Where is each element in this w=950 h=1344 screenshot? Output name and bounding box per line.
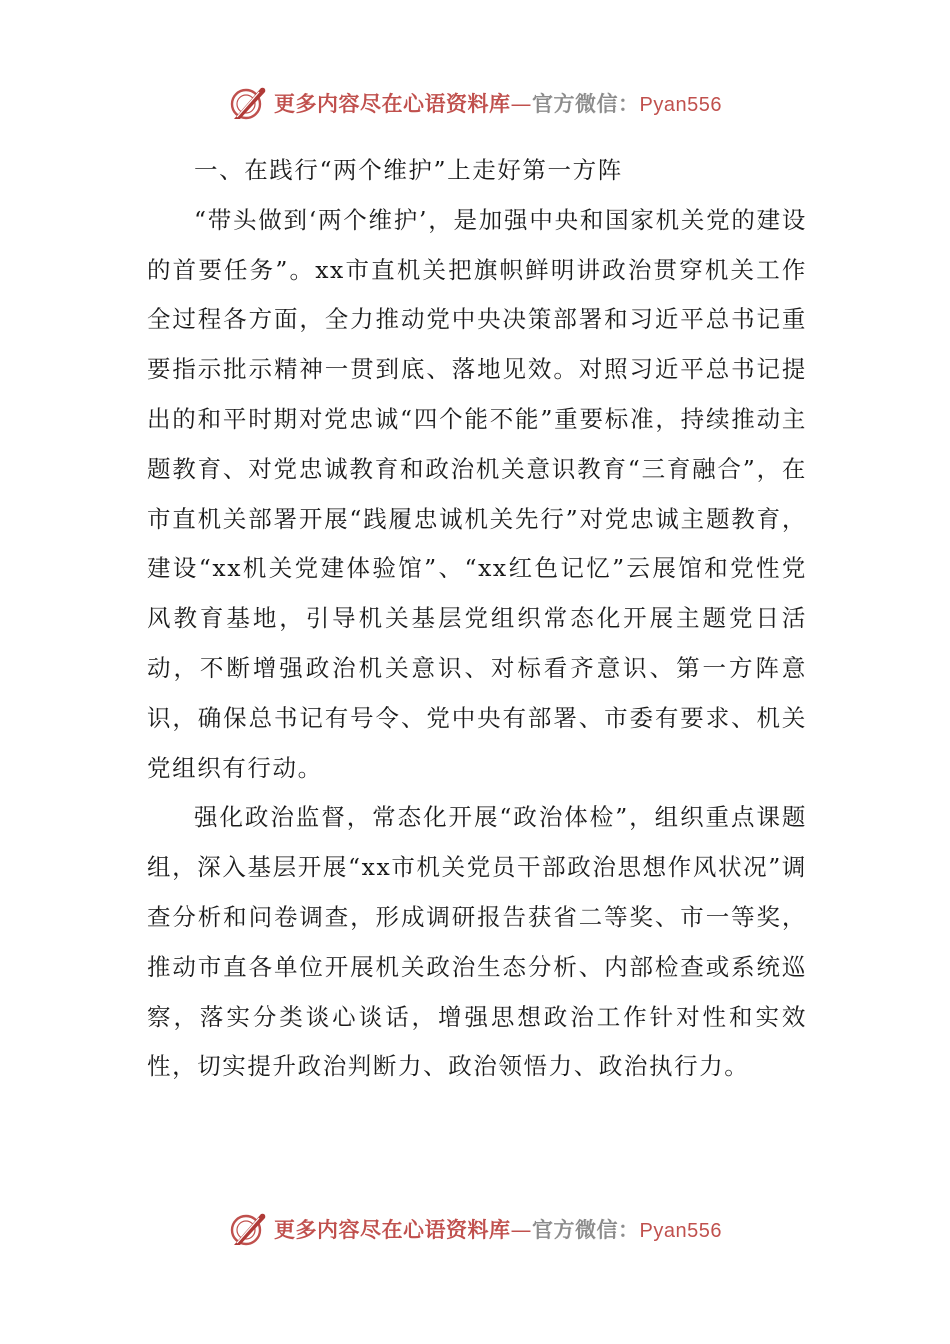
banner-dash: — — [510, 1218, 533, 1242]
banner-main-text: 更多内容尽在心语资料库 — [274, 1217, 511, 1242]
banner-wechat-id: Pyan556 — [639, 94, 722, 116]
quill-pen-logo-icon — [228, 1209, 268, 1249]
banner-wechat-label: 官方微信： — [532, 91, 640, 116]
banner-dash: — — [510, 92, 533, 116]
section-heading: 一、在践行“两个维护”上走好第一方阵 — [194, 156, 623, 184]
header-banner — [0, 80, 950, 126]
quill-pen-logo-icon — [228, 83, 268, 123]
paragraph-2: 强化政治监督，常态化开展“政治体检”，组织重点课题组，深入基层开展“xx市机关党员干部政治思想作风状况”调查分析和问卷调查，形成调研报告获省二等奖、市一等奖，推动市直各单位开展机关政治生态分析、内部检查或系统巡察，落实分类谈心谈话，增强思想政治工作针对性和实效性，切实提升政治判断力、政治领悟力、政治执行力。 — [147, 803, 807, 1081]
document-body — [147, 146, 807, 1092]
paragraph-1: “带头做到‘两个维护’，是加强中央和国家机关党的建设的首要任务”。xx市直机关把旗帜鲜明讲政治贯穿机关工作全过程各方面，全力推动党中央决策部署和习近平总书记重要指示批示精神一贯到底、落地见效。对照习近平总书记提出的和平时期对党忠诚“四个能不能”重要标准，持续推动主题教育、对党忠诚教育和政治机关意识教育“三育融合”，在市直机关部署开展“践履忠诚机关先行”对党忠诚主题教育，建设“xx机关党建体验馆”、“xx红色记忆”云展馆和党性党风教育基地，引导机关基层党组织常态化开展主题党日活动，不断增强政治机关意识、对标看齐意识、第一方阵意识，确保总书记有号令、党中央有部署、市委有要求、机关党组织有行动。 — [147, 205, 807, 782]
footer-banner — [0, 1206, 950, 1252]
banner-wechat-label: 官方微信： — [532, 1217, 640, 1242]
banner-main-text: 更多内容尽在心语资料库 — [274, 91, 511, 116]
banner-wechat-id: Pyan556 — [639, 1220, 722, 1242]
